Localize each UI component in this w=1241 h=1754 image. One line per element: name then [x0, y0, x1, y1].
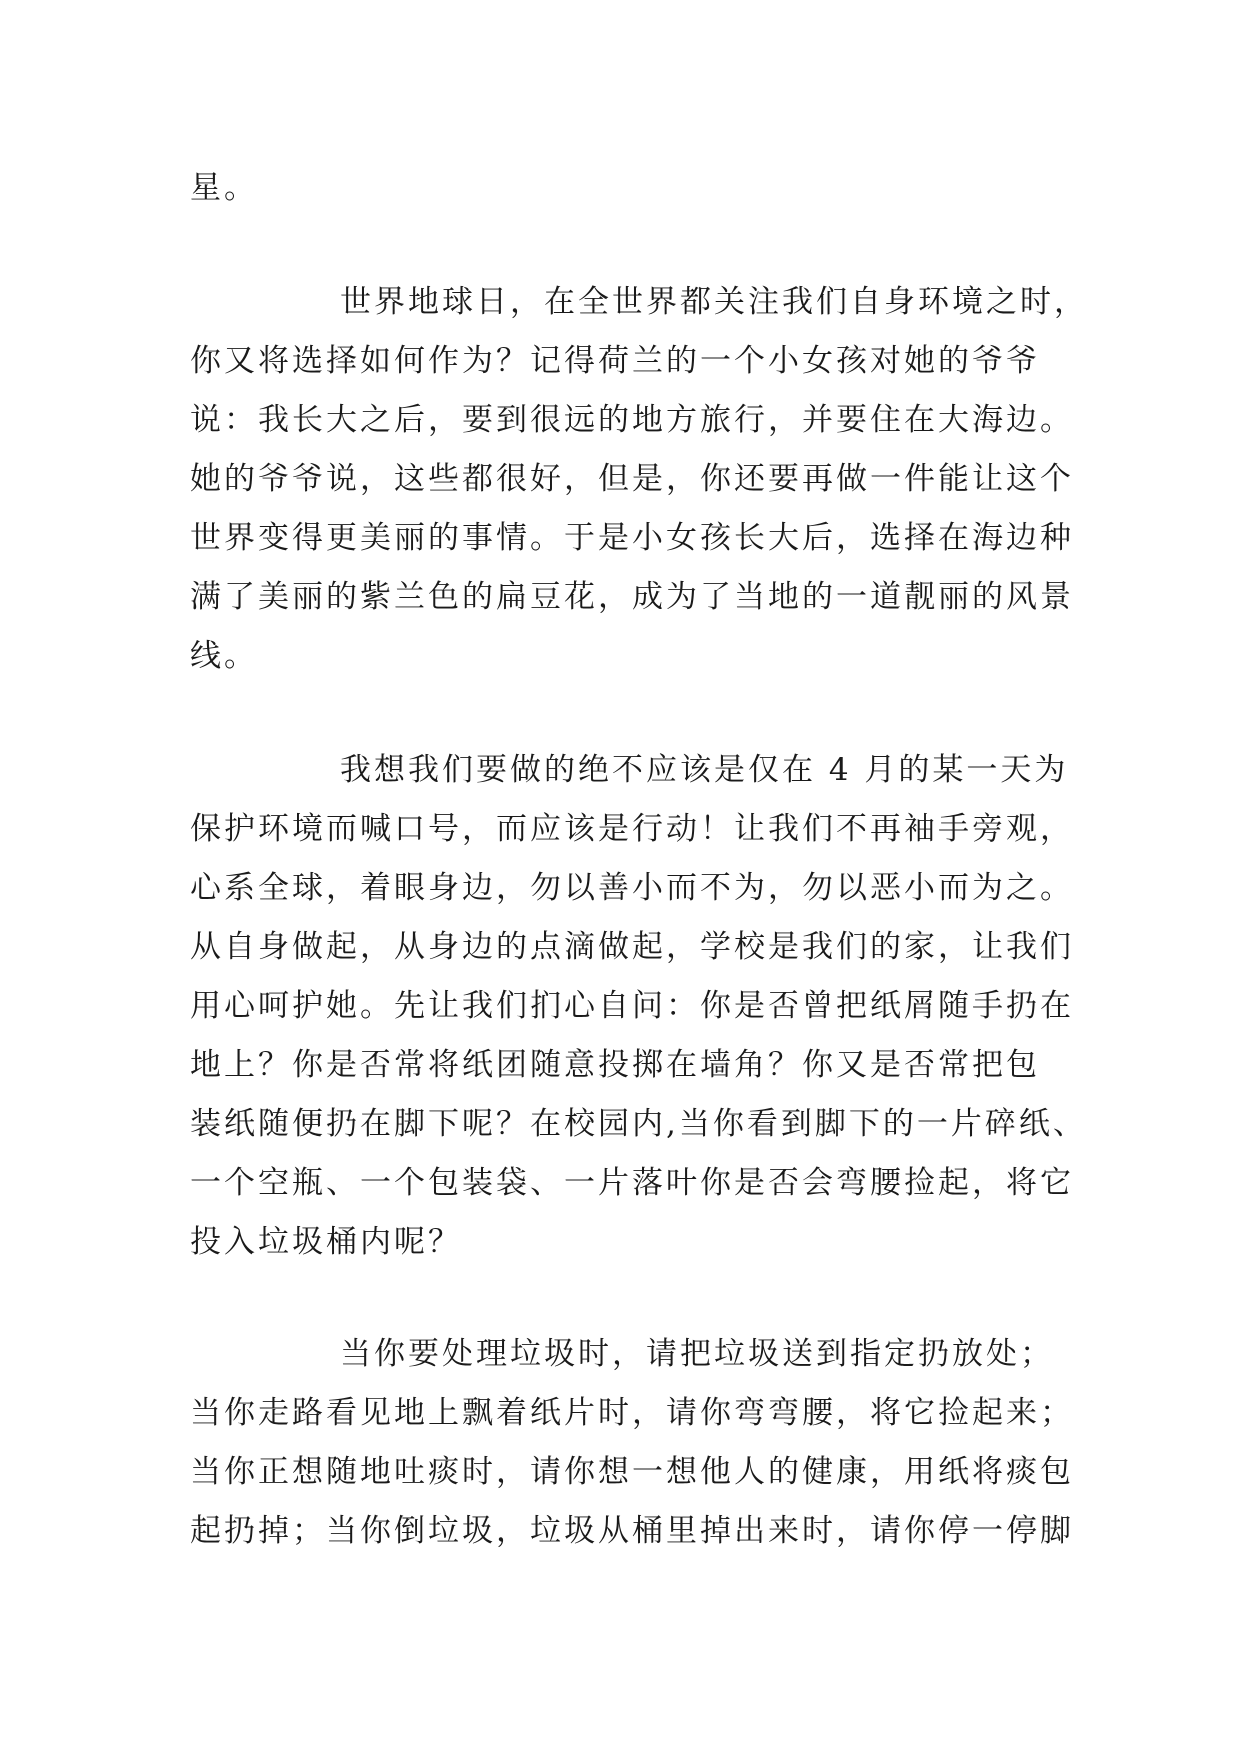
paragraph-line: 世界变得更美丽的事情。于是小女孩长大后，选择在海边种	[190, 520, 1074, 556]
paragraph-line: 星。	[190, 170, 258, 206]
paragraph-line: 你又将选择如何作为？记得荷兰的一个小女孩对她的爷爷	[190, 343, 1040, 379]
paragraph-line: 说：我长大之后，要到很远的地方旅行，并要住在大海边。	[190, 402, 1074, 438]
paragraph-line: 心系全球，着眼身边，勿以善小而不为，勿以恶小而为之。	[190, 870, 1074, 906]
paragraph-line: 满了美丽的紫兰色的扁豆花，成为了当地的一道靓丽的风景	[190, 579, 1074, 615]
paragraph-line: 投入垃圾桶内呢？	[190, 1224, 462, 1260]
paragraph-line: 地上？你是否常将纸团随意投掷在墙角？你又是否常把包	[190, 1047, 1040, 1083]
paragraph-line: 起扔掉；当你倒垃圾，垃圾从桶里掉出来时，请你停一停脚	[190, 1513, 1074, 1549]
paragraph-line: 装纸随便扔在脚下呢？在校园内,当你看到脚下的一片碎纸、	[190, 1106, 1087, 1142]
paragraph-line: 她的爷爷说，这些都很好，但是，你还要再做一件能让这个	[190, 461, 1074, 497]
paragraph-line: 线。	[190, 638, 258, 674]
paragraph-line: 当你要处理垃圾时，请把垃圾送到指定扔放处；	[340, 1336, 1054, 1372]
paragraph-line: 当你走路看见地上飘着纸片时，请你弯弯腰，将它捡起来；	[190, 1395, 1074, 1431]
paragraph-line: 保护环境而喊口号，而应该是行动！让我们不再袖手旁观，	[190, 811, 1074, 847]
paragraph-line: 一个空瓶、一个包装袋、一片落叶你是否会弯腰捡起，将它	[190, 1165, 1074, 1201]
paragraph-line: 用心呵护她。先让我们扪心自问：你是否曾把纸屑随手扔在	[190, 988, 1074, 1024]
paragraph-line: 世界地球日，在全世界都关注我们自身环境之时，	[340, 284, 1088, 320]
paragraph-line: 从自身做起，从身边的点滴做起，学校是我们的家，让我们	[190, 929, 1074, 965]
paragraph-line: 我想我们要做的绝不应该是仅在 4 月的某一天为	[340, 752, 1069, 788]
paragraph-line: 当你正想随地吐痰时，请你想一想他人的健康，用纸将痰包	[190, 1454, 1074, 1490]
